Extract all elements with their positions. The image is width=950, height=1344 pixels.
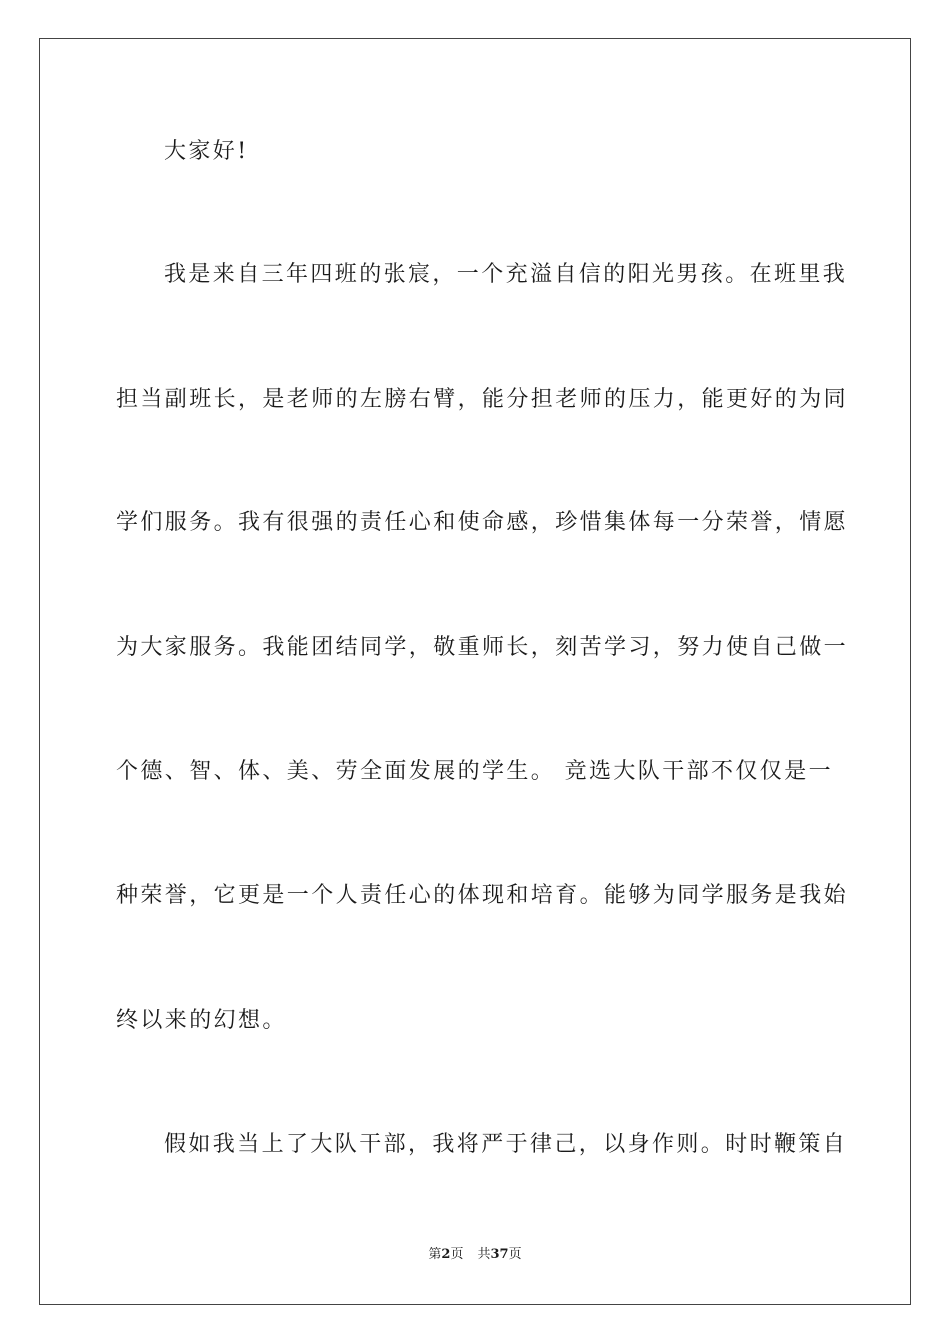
- total-pages: 37: [490, 1247, 509, 1262]
- body-line: 终以来的幻想。: [116, 1008, 287, 1033]
- body-line: 担当副班长，是老师的左膀右臂，能分担老师的压力，能更好的为同: [116, 387, 849, 412]
- body-line: 为大家服务。我能团结同学，敬重师长，刻苦学习，努力使自己做一: [116, 635, 849, 660]
- total-suffix: 页: [508, 1247, 522, 1262]
- body-line: 我是来自三年四班的张宸，一个充溢自信的阳光男孩。在班里我: [164, 262, 848, 287]
- total-prefix: 共: [477, 1247, 491, 1262]
- greeting-line: 大家好!: [164, 139, 249, 164]
- body-line: 学们服务。我有很强的责任心和使命感，珍惜集体每一分荣誉，情愿: [116, 510, 849, 535]
- page-prefix: 第: [428, 1247, 442, 1262]
- body-line: 假如我当上了大队干部，我将严于律己，以身作则。时时鞭策自: [164, 1132, 848, 1157]
- body-line: 个德、智、体、美、劳全面发展的学生。 竞选大队干部不仅仅是一: [116, 759, 833, 784]
- body-line: 种荣誉，它更是一个人责任心的体现和培育。能够为同学服务是我始: [116, 883, 849, 908]
- page-footer: [0, 1246, 950, 1264]
- page-suffix: 页: [450, 1247, 464, 1262]
- page-border: [39, 38, 911, 1305]
- page-number: 2: [441, 1247, 451, 1262]
